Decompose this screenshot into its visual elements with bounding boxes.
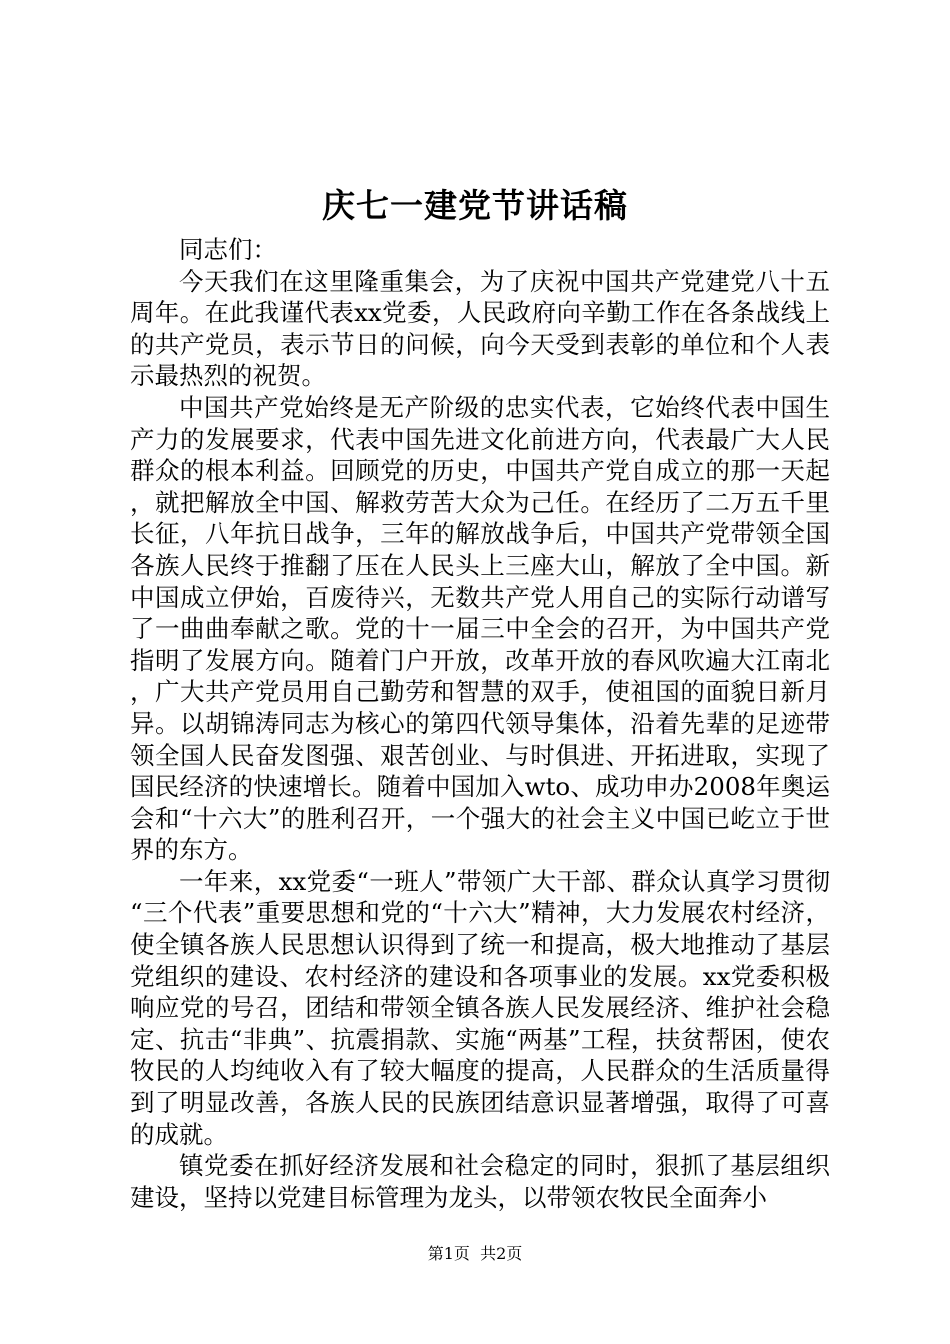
- salutation-paragraph: 同志们：: [179, 235, 277, 264]
- body-paragraph: 一年来，xx党委“一班人”带领广大干部、群众认真学习贯彻“三个代表”重要思想和党的“十六大”精神，大力发展农村经济，使全镇各族人民思想认识得到了统一和提高，极大地推动了基层党组织的建设、农村经济的建设和各项事业的发展。xx党委积极响应党的号召，团结和带领全镇各族人民发展经济、维护社会稳定、抗击“非典”、抗震捐款、实施“两基”工程，扶贫帮困，使农牧民的人均纯收入有了较大幅度的提高，人民群众的生活质量得到了明显改善，各族人民的民族团结意识显著增强，取得了可喜的成就。: [130, 866, 830, 1149]
- body-paragraph: 镇党委在抓好经济发展和社会稳定的同时，狠抓了基层组织建设，坚持以党建目标管理为龙头，以带领农牧民全面奔小: [130, 1151, 830, 1212]
- body-paragraph: 中国共产党始终是无产阶级的忠实代表，它始终代表中国生产力的发展要求，代表中国先进文化前进方向，代表最广大人民群众的根本利益。回顾党的历史，中国共产党自成立的那一天起，就把解放全中国、解救劳苦大众为己任。在经历了二万五千里长征，八年抗日战争，三年的解放战争后，中国共产党带领全国各族人民终于推翻了压在人民头上三座大山，解放了全中国。新中国成立伊始，百废待兴，无数共产党人用自己的实际行动谱写了一曲曲奉献之歌。党的十一届三中全会的召开，为中国共产党指明了发展方向。随着门户开放，改革开放的春风吹遍大江南北，广大共产党员用自己勤劳和智慧的双手，使祖国的面貌日新月异。以胡锦涛同志为核心的第四代领导集体，沿着先辈的足迹带领全国人民奋发图强、艰苦创业、与时俱进、开拓进取，实现了国民经济的快速增长。随着中国加入wto、成功申办2008年奥运会和“十六大”的胜利召开，一个强大的社会主义中国已屹立于世界的东方。: [130, 392, 830, 865]
- body-paragraph: 今天我们在这里隆重集会，为了庆祝中国共产党建党八十五周年。在此我谨代表xx党委，人民政府向辛勤工作在各条战线上的共产党员，表示节日的问候，向今天受到表彰的单位和个人表示最热烈的祝贺。: [130, 266, 830, 391]
- document-title: 庆七一建党节讲话稿: [322, 186, 628, 225]
- document-body: [130, 234, 830, 1213]
- page-footer: 第1页 共2页: [427, 1244, 523, 1263]
